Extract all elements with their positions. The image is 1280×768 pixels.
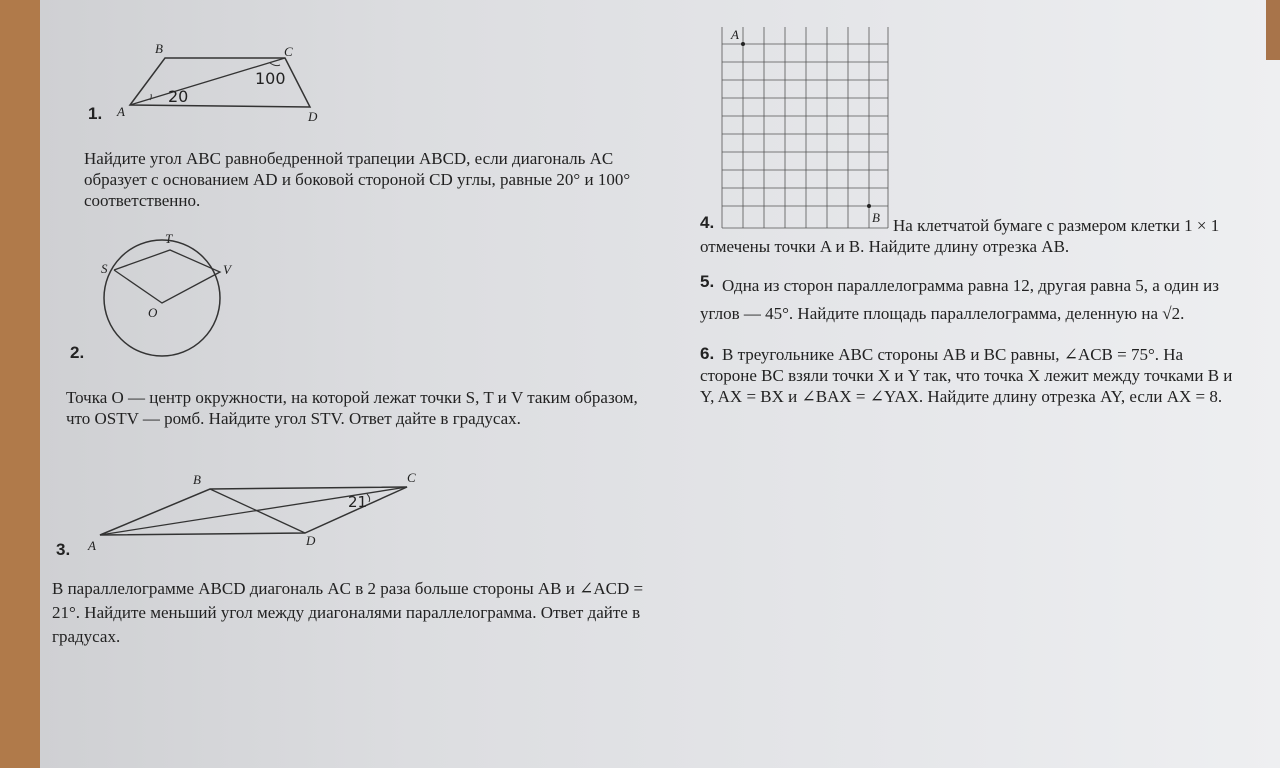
p2-text: Точка O — центр окружности, на которой лежат точки S, T и V таким образом, что OSTV — ромб. Найдите угол STV. Ответ дайте в градусах. (66, 388, 638, 428)
p2-label-t: T (165, 231, 173, 246)
table-surface (1266, 0, 1280, 60)
p2-label-s: S (101, 261, 108, 276)
p3-label-b: B (193, 472, 201, 487)
grid-figure (720, 25, 890, 230)
p1-label-b: B (155, 41, 163, 56)
p1-label-a: A (117, 104, 125, 119)
p6-text: В треугольнике ABC стороны AB и BC равны, ∠ACB = 75°. На стороне BC взяли точки X и Y так, что точка X лежит между точками B и Y, AX = BX и ∠BAX = ∠YAX. Найдите длину отрезка AY, если AX = 8. (700, 345, 1233, 406)
p3-label-c: C (407, 470, 416, 485)
p1-angle-20: 20 (168, 87, 189, 106)
p3-label-d: D (306, 533, 316, 548)
p1-text: Найдите угол ABC равнобедренной трапеции ABCD, если диагональ AC образует с основанием AD и боковой стороной CD углы, равные 20° и 100° соответственно. (84, 149, 631, 210)
p4-label-b: B (872, 210, 880, 225)
p1-label-c: C (284, 44, 293, 59)
p3-label-a: A (88, 538, 96, 553)
parallelogram-figure (95, 480, 425, 545)
circle-figure (100, 240, 230, 365)
p4-label-a: A (731, 27, 739, 42)
p3-angle-21: 21 (348, 493, 368, 511)
p2-label-v: V (223, 262, 231, 277)
p2-label-o: O (148, 305, 158, 320)
p4-text: На клетчатой бумаге с размером клетки 1 × 1 отмечены точки A и B. Найдите длину отрезка AB. (700, 216, 1220, 256)
p1-angle-100: 100 (255, 69, 286, 88)
p3-text: В параллелограмме ABCD диагональ AC в 2 раза больше стороны AB и ∠ACD = 21°. Найдите меньший угол между диагоналями параллелограмма. Ответ дайте в градусах. (52, 579, 644, 646)
p1-number: 1. (88, 104, 103, 123)
p3-number: 3. (56, 540, 71, 559)
p1-label-d: D (308, 109, 318, 124)
p2-number: 2. (70, 343, 85, 362)
p4-number: 4. (700, 213, 715, 232)
p5-number: 5. (700, 272, 715, 291)
p5-text: Одна из сторон параллелограмма равна 12, другая равна 5, а один из углов — 45°. Найдите площадь параллелограмма, деленную на √2. (700, 276, 1219, 323)
p6-number: 6. (700, 344, 715, 363)
